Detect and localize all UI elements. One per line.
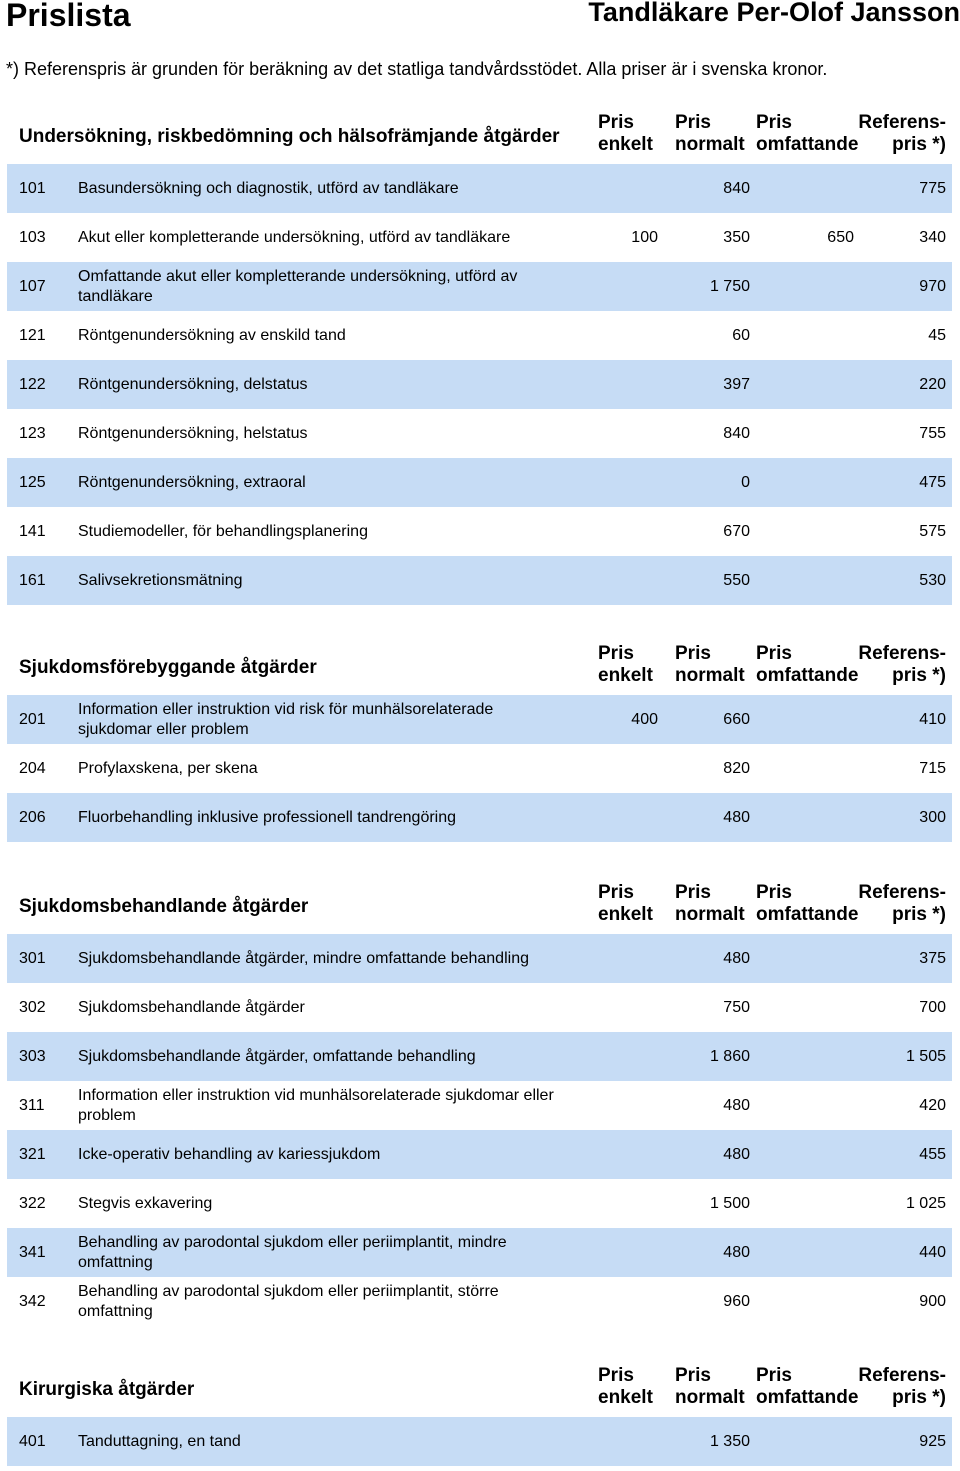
column-header-normalt [675,112,745,156]
column-header-omfattande [756,1365,858,1409]
column-header-line: enkelt [598,1387,653,1408]
section-title: Undersökning, riskbedömning och hälsofrämjande åtgärder [19,126,560,147]
column-header-enkelt [598,882,653,926]
price-normalt: 550 [723,571,750,589]
row-description: Sjukdomsbehandlande åtgärder, mindre omfattande behandling [78,949,529,967]
column-header-line: Pris [598,1365,634,1386]
price-normalt: 820 [723,759,750,777]
row-code: 206 [19,808,46,826]
row-code: 103 [19,228,46,246]
column-header-line: Pris [756,643,792,664]
column-header-normalt [675,1365,745,1409]
price-normalt: 670 [723,522,750,540]
price-row [7,983,952,1032]
row-code: 101 [19,179,46,197]
column-header-omfattande [756,882,858,926]
price-referens: 900 [919,1292,946,1310]
price-normalt: 350 [723,228,750,246]
price-omfattande: 650 [827,228,854,246]
price-referens: 45 [928,326,946,344]
row-description: Salivsekretionsmätning [78,571,243,589]
price-row [7,458,952,507]
column-header-line: Pris [675,1365,711,1386]
price-row [7,1032,952,1081]
price-row [7,507,952,556]
column-header-referens [858,1365,946,1409]
price-referens: 700 [919,998,946,1016]
page-title: Prislista [6,0,131,33]
column-header-enkelt [598,643,653,687]
price-referens: 420 [919,1096,946,1114]
row-code: 125 [19,473,46,491]
price-normalt: 840 [723,424,750,442]
row-description: Profylaxskena, per skena [78,759,258,777]
column-header-enkelt [598,1365,653,1409]
price-referens: 970 [919,277,946,295]
row-code: 161 [19,571,46,589]
price-row [7,744,952,793]
column-header-line: normalt [675,1387,745,1408]
column-header-line: Pris [598,882,634,903]
price-section [7,112,952,605]
price-normalt: 750 [723,998,750,1016]
row-description: Icke-operativ behandling av kariessjukdom [78,1145,381,1163]
row-code: 122 [19,375,46,393]
column-header-line: Pris [756,882,792,903]
column-header-referens [858,882,946,926]
row-description: Information eller instruktion vid munhälsorelaterade sjukdomar eller problem [78,1086,554,1124]
reference-note: *) Referenspris är grunden för beräkning av det statliga tandvårdsstödet. Alla priser är i svenska kronor. [6,59,828,79]
row-code: 401 [19,1432,46,1450]
column-header-line: normalt [675,134,745,155]
price-section [7,882,952,1326]
row-description: Stegvis exkavering [78,1194,213,1212]
price-referens: 925 [919,1432,946,1450]
column-header-enkelt [598,112,653,156]
price-referens: 410 [919,710,946,728]
row-description: Sjukdomsbehandlande åtgärder [78,998,305,1016]
price-row [7,1228,952,1277]
section-header [7,882,952,934]
section-title: Sjukdomsförebyggande åtgärder [19,657,317,678]
column-header-line: Pris [756,1365,792,1386]
row-code: 107 [19,277,46,295]
price-referens: 755 [919,424,946,442]
price-referens: 440 [919,1243,946,1261]
price-normalt: 60 [732,326,750,344]
price-row [7,934,952,983]
row-description: Röntgenundersökning av enskild tand [78,326,346,344]
row-description: Sjukdomsbehandlande åtgärder, omfattande behandling [78,1047,476,1065]
column-header-line: Pris [675,882,711,903]
dentist-name: Tandläkare Per-Olof Jansson [588,0,960,27]
column-header-line: Pris [675,112,711,133]
price-row [7,556,952,605]
price-referens: 715 [919,759,946,777]
price-normalt: 0 [741,473,750,491]
price-enkelt: 400 [631,710,658,728]
price-row [7,213,952,262]
row-description: Röntgenundersökning, extraoral [78,473,306,491]
price-referens: 475 [919,473,946,491]
row-description: Fluorbehandling inklusive professionell tandrengöring [78,808,457,826]
price-normalt: 960 [723,1292,750,1310]
column-header-line: Referens- [858,112,946,133]
price-referens: 340 [919,228,946,246]
price-row [7,311,952,360]
column-header-line: omfattande [756,134,859,155]
column-header-omfattande [756,643,858,687]
column-header-referens [858,112,946,156]
price-referens: 375 [919,949,946,967]
row-code: 321 [19,1145,46,1163]
column-header-line: normalt [675,665,745,686]
price-section [7,1365,952,1466]
column-header-line: Pris [756,112,792,133]
column-header-referens [858,643,946,687]
price-row [7,793,952,842]
column-header-normalt [675,882,745,926]
row-description: Röntgenundersökning, delstatus [78,375,308,393]
price-normalt: 480 [723,808,750,826]
price-referens: 775 [919,179,946,197]
price-referens: 530 [919,571,946,589]
column-header-line: Pris [598,643,634,664]
price-referens: 455 [919,1145,946,1163]
price-row [7,1081,952,1130]
price-enkelt: 100 [631,228,658,246]
row-description: Akut eller kompletterande undersökning, utförd av tandläkare [78,228,511,246]
price-normalt: 1 860 [709,1047,750,1065]
price-normalt: 397 [723,375,750,393]
price-row [7,695,952,744]
price-normalt: 1 750 [709,277,750,295]
row-description: Omfattande akut eller kompletterande undersökning, utförd av tandläkare [78,267,518,305]
column-header-line: Pris [675,643,711,664]
row-description: Information eller instruktion vid risk för munhälsorelaterade sjukdomar eller problem [78,700,494,738]
column-header-omfattande [756,112,858,156]
column-header-line: enkelt [598,904,653,925]
column-header-line: omfattande [756,665,859,686]
row-description: Behandling av parodontal sjukdom eller periimplantit, mindre omfattning [78,1233,507,1271]
price-normalt: 480 [723,949,750,967]
column-header-line: pris *) [892,1387,946,1408]
price-normalt: 1 500 [709,1194,750,1212]
price-row [7,360,952,409]
price-row [7,1277,952,1326]
price-normalt: 1 350 [709,1432,750,1450]
row-code: 204 [19,759,46,777]
column-header-line: Referens- [858,643,946,664]
column-header-normalt [675,643,745,687]
price-normalt: 840 [723,179,750,197]
row-description: Röntgenundersökning, helstatus [78,424,308,442]
price-referens: 575 [919,522,946,540]
price-normalt: 660 [723,710,750,728]
row-description: Behandling av parodontal sjukdom eller periimplantit, större omfattning [78,1282,499,1320]
column-header-line: pris *) [892,134,946,155]
section-header [7,643,952,695]
row-code: 342 [19,1292,46,1310]
price-row [7,409,952,458]
price-section [7,643,952,842]
section-header [7,1365,952,1417]
row-code: 201 [19,710,46,728]
price-referens: 220 [919,375,946,393]
column-header-line: omfattande [756,904,859,925]
column-header-line: Referens- [858,1365,946,1386]
column-header-line: Pris [598,112,634,133]
column-header-line: Referens- [858,882,946,903]
price-referens: 1 025 [905,1194,946,1212]
price-row [7,1417,952,1466]
price-referens: 300 [919,808,946,826]
column-header-line: omfattande [756,1387,859,1408]
price-row [7,164,952,213]
row-description: Tanduttagning, en tand [78,1432,241,1450]
row-code: 322 [19,1194,46,1212]
row-code: 141 [19,522,46,540]
price-normalt: 480 [723,1096,750,1114]
row-code: 302 [19,998,46,1016]
column-header-line: pris *) [892,904,946,925]
column-header-line: pris *) [892,665,946,686]
row-code: 121 [19,326,46,344]
row-code: 303 [19,1047,46,1065]
price-normalt: 480 [723,1243,750,1261]
row-code: 301 [19,949,46,967]
section-title: Kirurgiska åtgärder [19,1379,195,1400]
price-normalt: 480 [723,1145,750,1163]
price-row [7,262,952,311]
row-description: Studiemodeller, för behandlingsplanering [78,522,368,540]
row-description: Basundersökning och diagnostik, utförd av tandläkare [78,179,459,197]
column-header-line: normalt [675,904,745,925]
column-header-line: enkelt [598,665,653,686]
price-row [7,1130,952,1179]
section-title: Sjukdomsbehandlande åtgärder [19,896,309,917]
row-code: 341 [19,1243,46,1261]
column-header-line: enkelt [598,134,653,155]
row-code: 123 [19,424,46,442]
section-header [7,112,952,164]
price-referens: 1 505 [905,1047,946,1065]
price-row [7,1179,952,1228]
row-code: 311 [19,1096,45,1114]
